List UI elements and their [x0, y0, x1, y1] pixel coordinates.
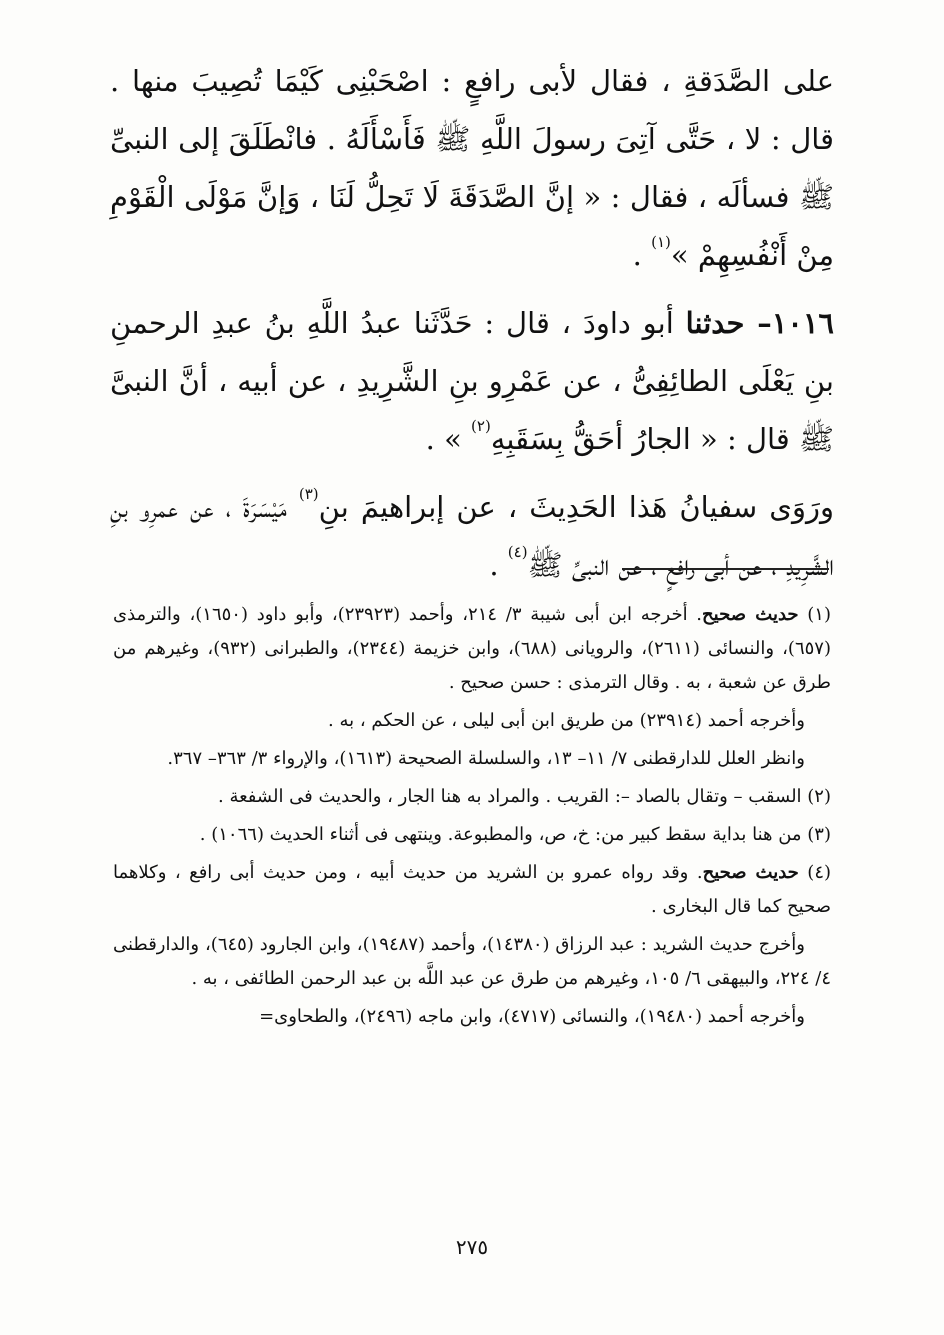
- footnote-ref-3: (٣): [298, 485, 319, 503]
- paragraph-1-end: .: [632, 238, 652, 272]
- paragraph-3: [110, 478, 834, 594]
- isnad-head: – حدثنا: [685, 306, 772, 340]
- footnote-1: [113, 598, 831, 700]
- footnote-4-c: وأخرجه أحمد (١٩٤٨٠)، والنسائى (٤٧١٧)، وابن ماجه (٢٤٩٦)، والطحاوى=: [259, 1006, 805, 1027]
- page-number: ٢٧٥: [455, 1235, 489, 1259]
- footnote-4: [113, 856, 831, 924]
- footnote-1-b: وأخرجه أحمد (٢٣٩١٤) من طريق ابن أبى ليلى ، عن الحكم ، به .: [328, 710, 805, 731]
- paragraph-1: [110, 52, 834, 284]
- footnote-ref-1: (١): [651, 233, 671, 251]
- hadith-number: ١٠١٦: [771, 306, 835, 340]
- paragraph-1-text: على الصَّدَقةِ ، فقال لأبى رافعٍ : اصْحَبْنِى كَيْمَا تُصِيبَ منها . قال : لا ، حَتَّى آتِىَ رسولَ اللَّهِ ﷺ فَأَسْأَلَهُ . فانْطَلَقَ إلى النبىِّ ﷺ فسألَه ، فقال : « إنَّ الصَّدَقَةَ لَا تَحِلُّ لَنَا ، وَإنَّ مَوْلَى الْقَوْمِ مِنْ أَنْفُسِهِمْ »: [110, 64, 834, 272]
- footnote-4-text: . وقد رواه عمرو بن الشريد من حديث أبيه ، ومن حديث أبى رافع ، وكلاهما صحيح كما قال البخارى .: [113, 862, 831, 917]
- hadith-1016-end: » .: [425, 422, 472, 456]
- main-text: [110, 52, 834, 604]
- paragraph-3-end: .: [489, 548, 508, 582]
- footnote-4-marker: (٤): [798, 862, 832, 883]
- hadith-1016: [110, 294, 834, 468]
- footnote-3: (٣) من هنا بداية سقط كبير من: خ، ص، والمطبوعة. وينتهى فى أثناء الحديث (١٠٦٦) .: [199, 824, 831, 845]
- footnote-1-marker: (١): [798, 604, 831, 625]
- footnote-4-grade: حديث صحيح: [702, 862, 799, 883]
- footnotes: [113, 598, 831, 1038]
- footnote-1-c: وانظر العلل للدارقطنى ٧/ ١١– ١٣، والسلسلة الصحيحة (١٦١٣)، والإرواء ٣/ ٣٦٣– ٣٦٧.: [167, 748, 805, 769]
- hadith-1016-text: أبو داودَ ، قال : حَدَّثَنا عبدُ اللَّهِ بنُ عبدِ الرحمنِ بنِ يَعْلَى الطائِفِىُّ ، عن عَمْرِو بنِ الشَّرِيدِ ، عن أبيه ، أنَّ النبىَّ ﷺ قال : « الجارُ أحَقُّ بِسَقَبِهِ: [110, 306, 834, 456]
- paragraph-3-text-b: مَيْسَرَةَ ، عن عمرِو بنِ الشَّرِيدِ ، عن أبى رافعٍ ، عن النبىِّ ﷺ: [110, 490, 834, 582]
- footnote-1-text: . أخرجه ابن أبى شيبة ٣/ ٢١٤، وأحمد (٢٣٩٢٣)، وأبو داود (١٦٥٠)، والترمذى (٦٥٧)، والنسائى (٢٦١١)، والرويانى (٦٨٨)، وابن خزيمة (٢٣٤٤)، والطبرانى (٩٣٢)، وغيرهم من طرق عن شعبة ، به . وقال الترمذى : حسن صحيح .: [113, 604, 832, 693]
- footnote-ref-2: (٢): [471, 417, 491, 435]
- footnote-divider: [622, 568, 829, 570]
- footnote-2: (٢) السقب – وتقال بالصاد –: القريب . والمراد به هنا الجار ، والحديث فى الشفعة .: [218, 786, 831, 807]
- footnote-1-grade: حديث صحيح: [702, 604, 799, 625]
- footnote-4-b: وأخرج حديث الشريد : عبد الرزاق (١٤٣٨٠)، وأحمد (١٩٤٨٧)، وابن الجارود (٦٤٥)، والدارقطنى ٤/ ٢٢٤، والبيهقى ٦/ ١٠٥، وغيرهم من طرق عن عبد اللَّه بن عبد الرحمن الطائفى ، به .: [113, 934, 831, 989]
- paragraph-3-text-a: ورَوَى سفيانُ هَذا الحَدِيثَ ، عن إبراهيمَ بنِ: [318, 490, 834, 524]
- footnote-ref-4: (٤): [507, 543, 528, 561]
